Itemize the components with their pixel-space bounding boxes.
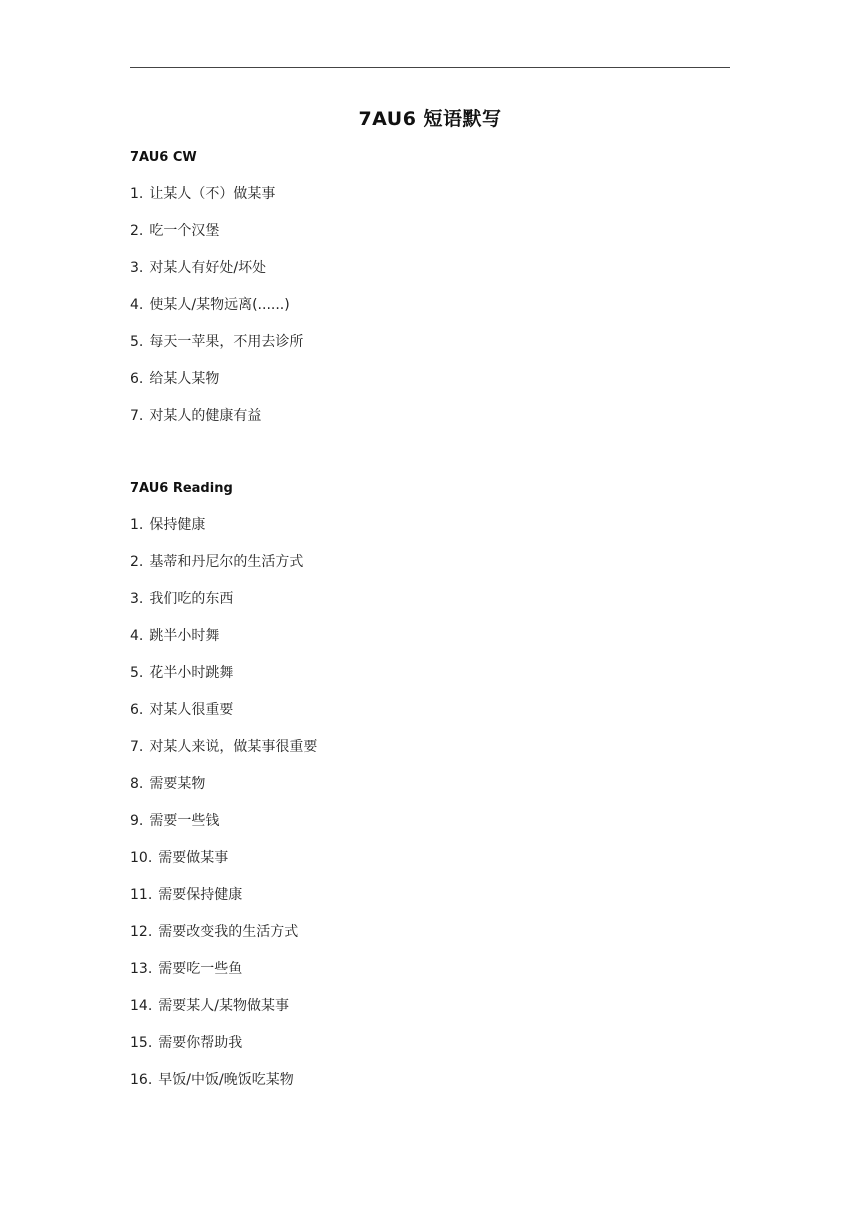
list-item [130,259,266,277]
list-item [130,701,233,719]
list-item [130,407,261,425]
item-text: 对某人有好处/坏处 [149,260,267,276]
item-number: 7. [130,408,144,424]
list-item [130,997,289,1015]
section-heading-reading: 7AU6 Reading [130,481,233,496]
page-title: 7AU6 短语默写 [358,108,502,130]
item-text: 需要某人/某物做某事 [158,998,289,1014]
list-item [130,590,233,608]
item-number: 15. [130,1035,153,1051]
list-item [130,1071,294,1089]
list-item [130,1034,242,1052]
list-item [130,849,228,867]
item-text: 需要吃一些鱼 [158,961,243,977]
item-text: 对某人的健康有益 [149,408,262,424]
item-number: 14. [130,998,153,1014]
item-number: 7. [130,739,144,755]
item-number: 13. [130,961,153,977]
item-text: 使某人/某物远离(......) [149,297,290,313]
list-item [130,333,303,351]
item-text: 早饭/中饭/晚饭吃某物 [158,1072,294,1088]
section-heading-cw: 7AU6 CW [130,150,197,165]
list-item [130,185,275,203]
item-number: 2. [130,554,144,570]
item-text: 基蒂和丹尼尔的生活方式 [149,554,304,570]
list-item [130,516,205,534]
item-number: 8. [130,776,144,792]
item-number: 5. [130,665,144,681]
item-text: 对某人来说，做某事很重要 [149,739,318,755]
item-text: 吃一个汉堡 [149,223,220,239]
header-rule [130,67,730,68]
item-text: 需要改变我的生活方式 [158,924,299,940]
item-text: 花半小时跳舞 [149,665,234,681]
item-number: 4. [130,297,144,313]
item-text: 需要某物 [149,776,206,792]
item-number: 12. [130,924,153,940]
item-number: 3. [130,260,144,276]
list-item [130,553,303,571]
list-item [130,664,233,682]
item-number: 9. [130,813,144,829]
list-item [130,222,219,240]
item-text: 需要你帮助我 [158,1035,243,1051]
list-item [130,886,242,904]
list-item [130,960,242,978]
item-text: 每天一苹果，不用去诊所 [149,334,304,350]
item-number: 5. [130,334,144,350]
item-number: 4. [130,628,144,644]
item-number: 6. [130,702,144,718]
item-number: 2. [130,223,144,239]
list-item [130,775,205,793]
item-number: 10. [130,850,153,866]
item-text: 我们吃的东西 [149,591,234,607]
item-text: 让某人（不）做某事 [149,186,276,202]
item-text: 跳半小时舞 [149,628,220,644]
list-item [130,370,219,388]
item-number: 1. [130,517,144,533]
list-item [130,627,219,645]
item-text: 需要保持健康 [158,887,243,903]
item-number: 6. [130,371,144,387]
item-number: 11. [130,887,153,903]
item-text: 需要做某事 [158,850,229,866]
list-item [130,738,317,756]
item-text: 需要一些钱 [149,813,220,829]
list-item [130,923,298,941]
list-item [130,296,290,314]
item-number: 3. [130,591,144,607]
item-text: 给某人某物 [149,371,220,387]
item-text: 对某人很重要 [149,702,234,718]
item-text: 保持健康 [149,517,206,533]
list-item [130,812,219,830]
item-number: 1. [130,186,144,202]
item-number: 16. [130,1072,153,1088]
